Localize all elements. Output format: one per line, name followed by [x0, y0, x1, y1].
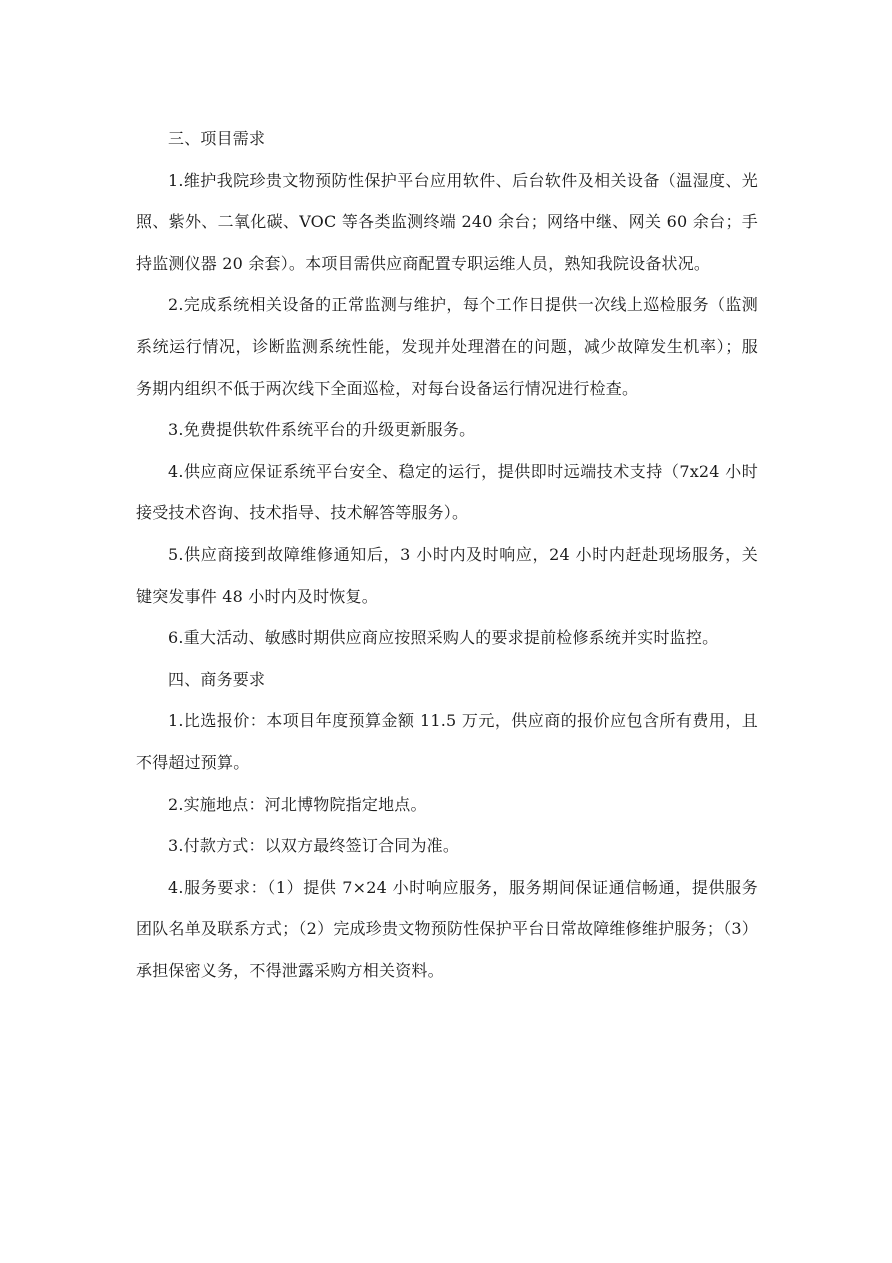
- business-item-4: 4.服务要求：（1）提供 7×24 小时响应服务，服务期间保证通信畅通，提供服务团队名单及联系方式；（2）完成珍贵文物预防性保护平台日常故障维修维护服务；（3）承担保密义务，不得泄露采购方相关资料。: [136, 877, 758, 980]
- document-body: [136, 118, 758, 991]
- requirement-item-5: 5.供应商接到故障维修通知后，3 小时内及时响应，24 小时内赶赴现场服务，关键突发事件 48 小时内及时恢复。: [136, 544, 758, 606]
- business-item-2: 2.实施地点：河北博物院指定地点。: [168, 794, 427, 814]
- requirement-item-3: 3.免费提供软件系统平台的升级更新服务。: [168, 420, 476, 440]
- requirement-item-6: 6.重大活动、敏感时期供应商应按照采购人的要求提前检修系统并实时监控。: [168, 628, 719, 648]
- section-heading-project-requirements: 三、项目需求: [168, 129, 266, 148]
- business-item-1: 1.比选报价：本项目年度预算金额 11.5 万元，供应商的报价应包含所有费用，且不得超过预算。: [136, 711, 758, 772]
- requirement-item-2: 2.完成系统相关设备的正常监测与维护，每个工作日提供一次线上巡检服务（监测系统运行情况，诊断监测系统性能，发现并处理潜在的问题，减少故障发生机率）；服务期内组织不低于两次线下全面巡检，对每台设备运行情况进行检查。: [136, 295, 758, 398]
- requirement-item-1: 1.维护我院珍贵文物预防性保护平台应用软件、后台软件及相关设备（温湿度、光照、紫外、二氧化碳、VOC 等各类监测终端 240 余台；网络中继、网关 60 余台；手持监测仪器 20 余套）。本项目需供应商配置专职运维人员，熟知我院设备状况。: [136, 170, 758, 273]
- business-item-3: 3.付款方式：以双方最终签订合同为准。: [168, 836, 460, 856]
- requirement-item-4: 4.供应商应保证系统平台安全、稳定的运行，提供即时远端技术支持（7x24 小时接受技术咨询、技术指导、技术解答等服务）。: [136, 461, 758, 523]
- section-heading-business-requirements: 四、商务要求: [168, 669, 266, 689]
